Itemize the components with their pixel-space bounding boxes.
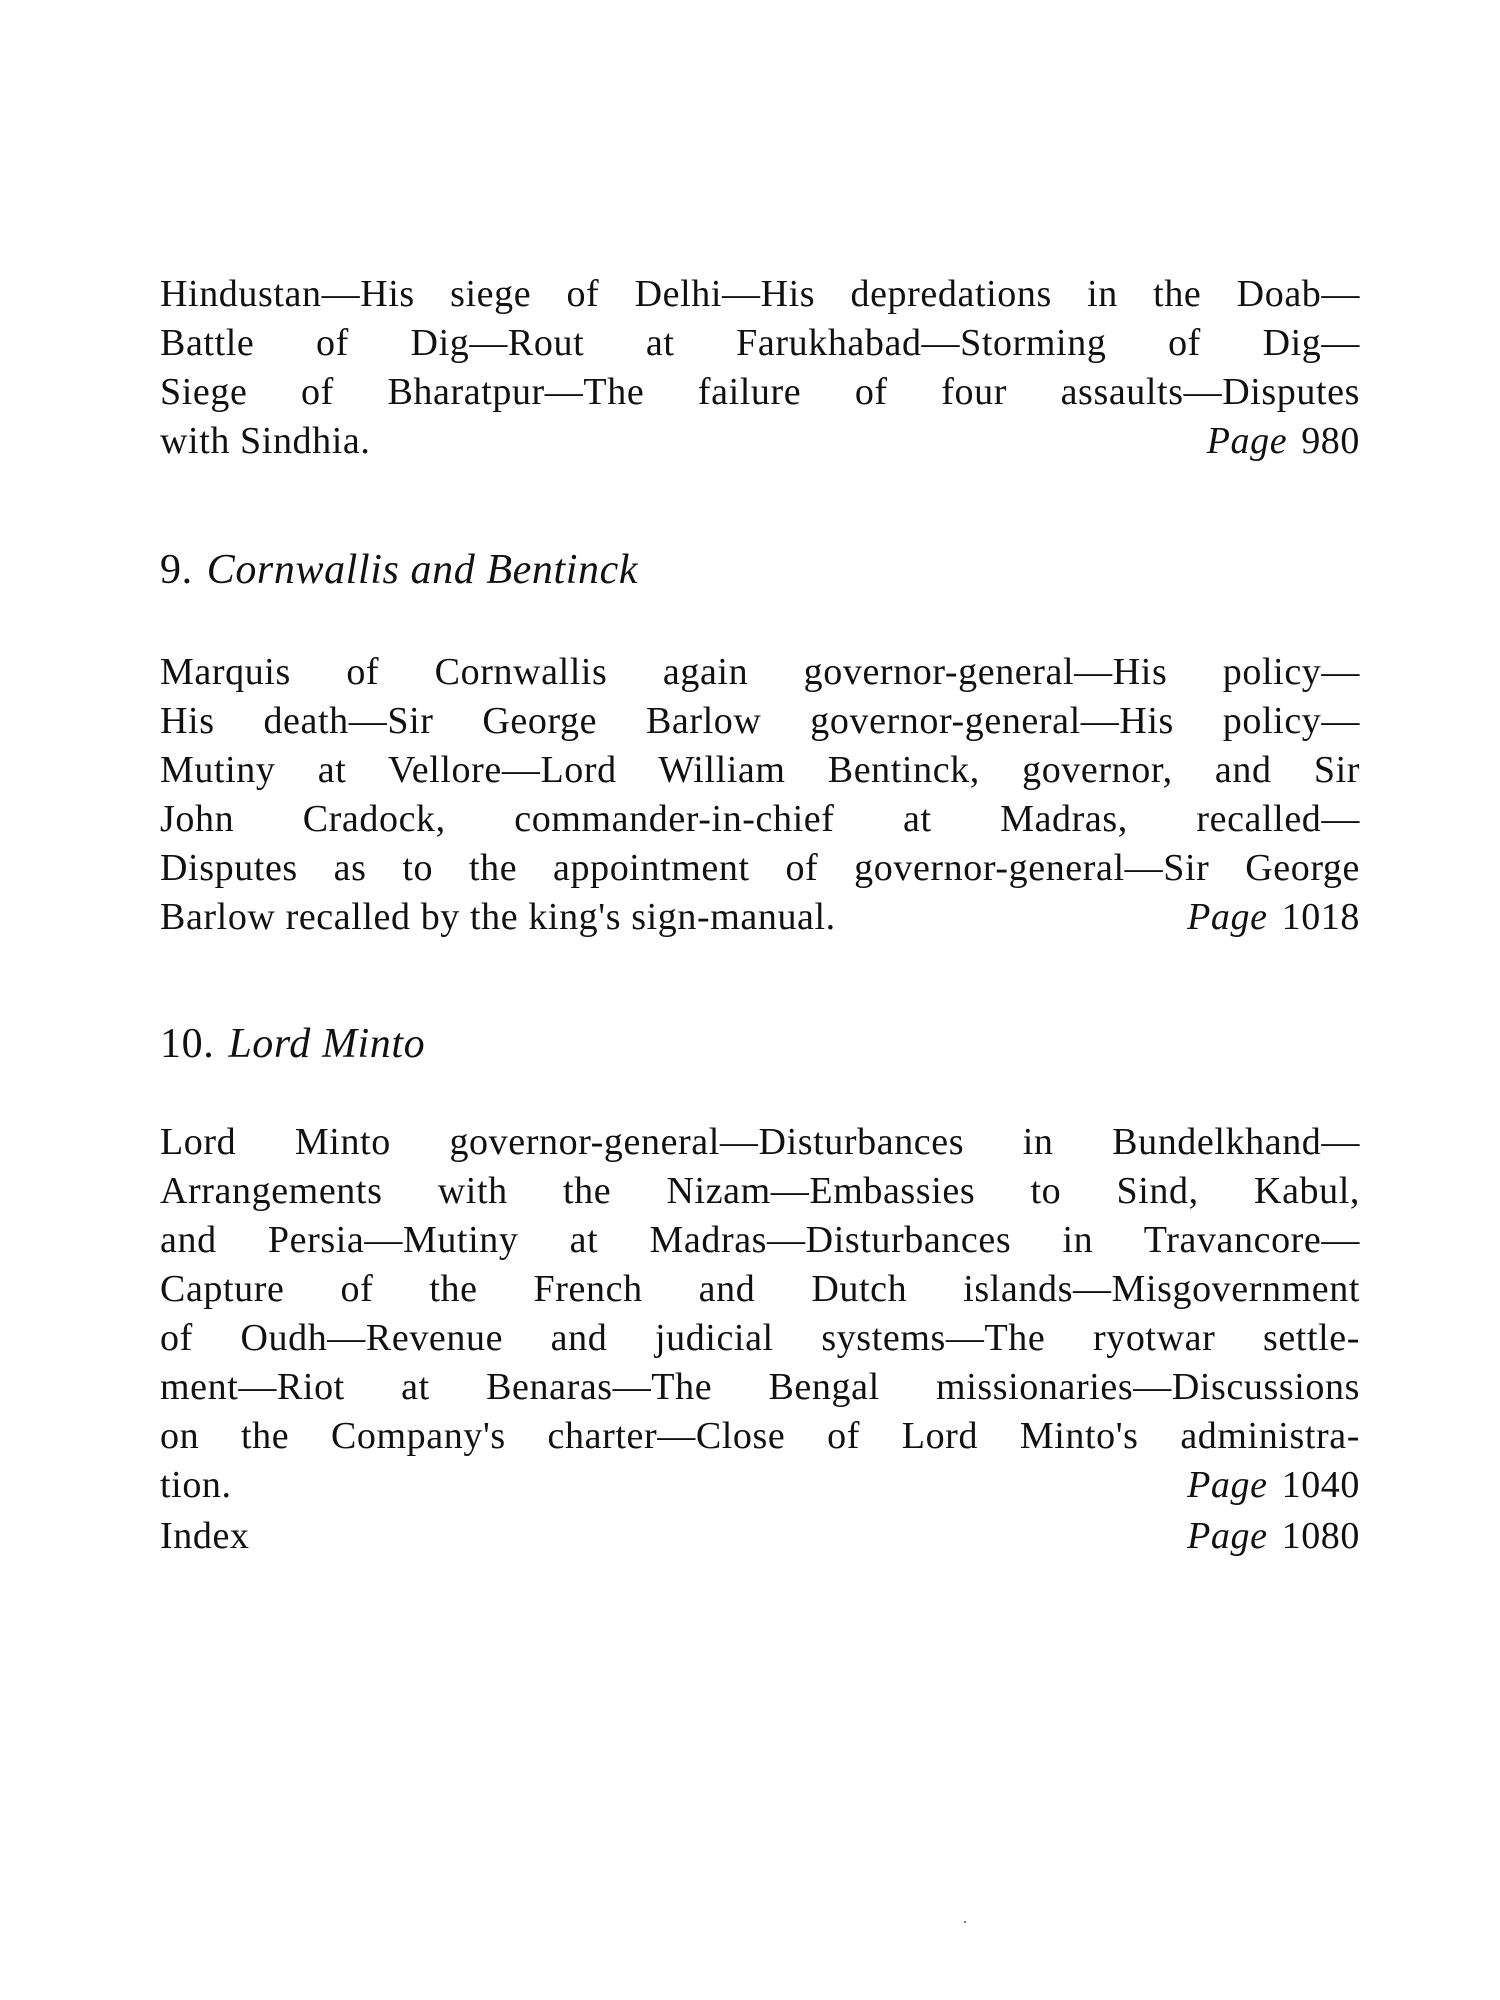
page-label: Page: [1187, 1515, 1268, 1557]
summary-line: Disputes as to the appointment of governor-general—Sir George: [160, 847, 1360, 889]
page-reference: [1187, 893, 1360, 942]
section-number: 10.: [160, 1021, 215, 1067]
section-10-summary: [160, 1118, 1360, 1510]
page-label: Page: [1206, 420, 1288, 462]
summary-line: Arrangements with the Nizam—Embassies to Sind, Kabul,: [160, 1170, 1360, 1212]
summary-line: on the Company's charter—Close of Lord Minto's administra-: [160, 1415, 1360, 1457]
summary-last-line: [160, 417, 1360, 466]
summary-line: ment—Riot at Benaras—The Bengal missionaries—Discussions: [160, 1366, 1360, 1408]
summary-line: Barlow recalled by the king's sign-manual.: [160, 896, 836, 938]
section-8-summary: [160, 270, 1360, 466]
summary-line: Battle of Dig—Rout at Farukhabad—Storming of Dig—: [160, 322, 1360, 364]
summary-line: and Persia—Mutiny at Madras—Disturbances in Travancore—: [160, 1219, 1360, 1261]
summary-line: tion.: [160, 1464, 232, 1506]
summary-line: Hindustan—His siege of Delhi—His depredations in the Doab—: [160, 273, 1360, 315]
section-number: 9.: [160, 547, 193, 593]
section-title: Lord Minto: [228, 1021, 426, 1067]
summary-last-line: [160, 1461, 1360, 1510]
summary-line: with Sindhia.: [160, 420, 371, 462]
page-number: 1018: [1281, 896, 1360, 938]
page-number: 980: [1301, 420, 1360, 462]
summary-line: Capture of the French and Dutch islands—Misgovernment: [160, 1268, 1360, 1310]
summary-line: John Cradock, commander-in-chief at Madras, recalled—: [160, 798, 1360, 840]
page-reference: [1207, 417, 1360, 466]
section-9-heading: [160, 546, 638, 594]
page-number: 1080: [1281, 1515, 1360, 1557]
section-9-summary: [160, 648, 1360, 942]
summary-line: His death—Sir George Barlow governor-general—His policy—: [160, 700, 1360, 742]
index-label: Index: [160, 1515, 250, 1557]
summary-line: Lord Minto governor-general—Disturbances in Bundelkhand—: [160, 1121, 1360, 1163]
index-entry: [160, 1512, 1360, 1561]
page-reference: [1187, 1461, 1360, 1510]
page-label: Page: [1187, 896, 1268, 938]
page-reference: [1187, 1512, 1360, 1561]
index-line: [160, 1512, 1360, 1561]
page-label: Page: [1187, 1464, 1268, 1506]
summary-line: Siege of Bharatpur—The failure of four assaults—Disputes: [160, 371, 1360, 413]
summary-line: Mutiny at Vellore—Lord William Bentinck, governor, and Sir: [160, 749, 1360, 791]
summary-line: Marquis of Cornwallis again governor-general—His policy—: [160, 651, 1360, 693]
summary-line: of Oudh—Revenue and judicial systems—The ryotwar settle-: [160, 1317, 1360, 1359]
section-title: Cornwallis and Bentinck: [206, 547, 639, 593]
summary-last-line: [160, 893, 1360, 942]
print-speck: ·: [962, 1912, 968, 1932]
page-number: 1040: [1281, 1464, 1360, 1506]
section-10-heading: [160, 1020, 425, 1068]
